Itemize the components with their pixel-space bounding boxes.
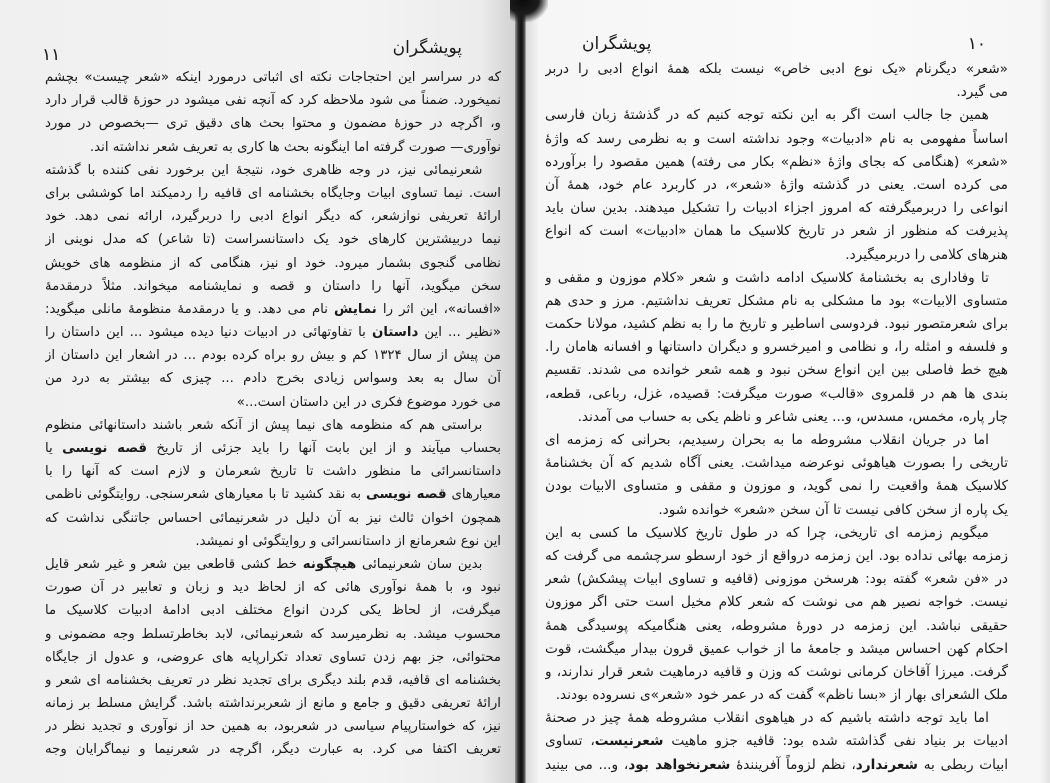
text-line — [45, 228, 501, 251]
text-line — [45, 414, 501, 437]
line-text: اساساً مفهومی به نام «ادبیات» وجود نداشته است و به نظرمی رسد که واژۀ — [545, 130, 1008, 147]
line-text: بخشنامه ای قافیه، قدم بلند دیگری برای تجدید نظر در تعریف بخشنامه ای شعر و — [45, 672, 501, 688]
line-text: حقیقی نباشد. این زمزمه در دورۀ مشروطه، یعنی هنگامیکه پوسیدگی همۀ — [545, 617, 1008, 634]
text-line — [545, 406, 1008, 429]
line-text: می گیرد. — [956, 84, 1008, 101]
text-line — [45, 738, 501, 761]
emphasized-text: شعرنیست — [594, 733, 664, 750]
line-text: نوآوری— صورت گرفته اما اینگونه بحث ها کاری به تعریف شعر نداشته اند. — [89, 139, 501, 155]
line-text: پذیرفت که منظور از شعر در تاریخ کلاسیک ما همان «ادبیات» است که انواع — [545, 223, 1008, 240]
emphasized-text: داستان — [372, 325, 419, 341]
line-text: در «فن شعر» گفته بود: هرسخن موزونی (قافیه و تساوی ابیات پیشکش) شعر — [545, 571, 1008, 588]
text-line — [545, 174, 1008, 197]
line-text: محسوب میشد. به نظرمیرسد که شعرنیمائی، لابد بخاطرتسلط وجه مضمونی و — [45, 626, 501, 642]
paragraph — [545, 267, 1008, 429]
line-text: ملک الشعرای بهار از «بسا ناظم» گفت که در عمر خود «شعر»ی نسروده بودند. — [555, 687, 1008, 704]
emphasized-text: قصه نویسی — [62, 441, 148, 456]
line-text: شعرنیمائی نیز، در وجه ظاهری خود، نتیجۀ این برخورد نفی کننده با گذشته — [45, 162, 483, 178]
line-text: هیچ خط فاصلی بین این انواع سخن نبود و همه شعر خوانده می شدند. تقسیم — [545, 362, 1008, 379]
text-line — [545, 499, 1008, 522]
text-line — [545, 429, 1008, 452]
text-line — [45, 136, 501, 159]
line-text: تاریخی را بصورت هیاهوئی نوعرضه میداشت. یعنی آگاه شدیم که آن بخشنامۀ — [545, 455, 1008, 472]
text-line — [45, 507, 501, 530]
text-line — [545, 684, 1008, 707]
text-line — [545, 452, 1008, 475]
line-text: من پیش از سال ۱۳۲۴ کم و بیش رو براه کرده بودم ... در اشعار این داستان از — [45, 348, 501, 364]
line-text — [45, 302, 501, 317]
paragraph — [545, 104, 1008, 266]
paragraph — [45, 553, 501, 762]
text-run: با تفاوتهائی در ادبیات دنیا دیده میشود ... این داستان را — [45, 325, 372, 341]
line-text: که در سراسر این احتجاجات نکته ای اثباتی درمورد اینکه «شعر چیست» بچشم — [45, 70, 501, 85]
text-line — [45, 692, 501, 715]
text-line — [45, 112, 501, 135]
emphasized-text: شعرندارد — [855, 756, 918, 773]
text-run: نام می دهد. و یا درمقدمۀ منظومۀ مانلی میگوید: — [45, 301, 335, 317]
page-number: ۱۰ — [967, 34, 986, 54]
paragraph — [545, 707, 1008, 777]
emphasized-text: قصه نویسی — [366, 487, 447, 503]
line-text — [45, 557, 482, 572]
line-text — [45, 441, 501, 456]
paragraph — [545, 522, 1008, 708]
text-line — [45, 646, 501, 669]
text-line — [545, 383, 1008, 406]
line-text: داستانسرائی ما منظور داشت تا تاریخ شعرمان و لازم است که آنها را با — [45, 464, 501, 480]
line-text: بندی ها هم در قلمروی «قالب» صورت میگرفت: قصیده، غزل، رباعی، قطعه، — [545, 385, 1008, 402]
line-text: این نوع شعرمانع از داستانسرائی و روایتگوئی او نمیشد. — [195, 533, 501, 549]
text-line — [45, 715, 501, 738]
left-page — [0, 0, 517, 783]
text-line — [545, 151, 1008, 174]
line-text: نظامی گنجوی بشمار میرود. خود او نیز، هنگامی که از منظومه های خویش — [45, 255, 501, 271]
text-run: ، تساوی — [545, 733, 595, 750]
text-run: «نظیر ... این — [418, 325, 501, 341]
text-line — [545, 244, 1008, 267]
text-line — [45, 437, 501, 460]
text-line — [545, 707, 1008, 730]
text-line — [45, 576, 501, 599]
text-line — [545, 568, 1008, 591]
line-text: «شعر» (هنگامی که بجای واژۀ «نظم» بکار می رفته) همین مقصود را برآورده — [545, 153, 1008, 170]
text-run: خط کشی قاطعی بین شعر و غیر شعر قایل — [45, 556, 303, 572]
line-text: ارائۀ تعریفی دقیق و جامع و مانع از شعربرنداشته باشد. گرایش مسلط بر زمانه — [45, 696, 501, 712]
paragraph — [45, 159, 501, 414]
line-text: برای شعرمتصور نبود. فردوسی اساطیر و تاریخ ما را به نظم کشید، مولانا حکمت — [545, 316, 1008, 333]
line-text: و، اگرچه در حوزۀ مضمون و محتوا بحث های دقیق تری —بخصوص در مورد — [45, 116, 501, 132]
spine-shadow — [510, 0, 548, 22]
text-line — [45, 669, 501, 692]
text-line — [45, 89, 501, 112]
text-run: معیارهای — [446, 487, 501, 503]
line-text — [545, 733, 1008, 749]
text-line — [45, 367, 501, 390]
text-line — [545, 730, 1008, 753]
page-body-text — [545, 58, 1008, 777]
page-number: ۱۱ — [42, 45, 61, 65]
text-line — [45, 344, 501, 367]
text-line — [45, 205, 501, 228]
line-text: گرفت. میرزا آقاخان کرمانی نوشت که وزن و قافیه درماهیت شعر قرار ندارند، و — [545, 663, 1008, 680]
text-line — [545, 128, 1008, 151]
text-line — [45, 530, 501, 553]
text-line — [545, 475, 1008, 498]
paragraph — [45, 414, 501, 553]
line-text: متساوی الابیات» بود ما مشکلی به نام مشکل تعریف نداشتیم. مرز و حدی هم — [545, 292, 1008, 309]
text-line — [45, 321, 501, 344]
text-line — [45, 252, 501, 275]
text-line — [545, 197, 1008, 220]
line-text — [45, 487, 501, 502]
line-text: کلاسیک همۀ واقعیت را نمی گوید، و موزون و مقفی و متساوی الابیات بودن — [545, 478, 1008, 495]
line-text: نمیخورد. ضمناً می شود ملاحظه کرد که آنچه نفی میشود در حوزۀ قالب قرار دارد — [45, 93, 501, 109]
text-line — [545, 58, 1008, 81]
line-text: اما باید توجه داشته باشیم که در هیاهوی انقلاب مشروطه همۀ چیز در صحنۀ — [545, 710, 989, 727]
line-text: احکام کهن احساس میشد و جامعۀ ما از خواب عمیق قرون بیدار میگشت، قوت — [545, 640, 1008, 657]
line-text: نیست. خواجه نصیر هم می نوشت که شعر کلام مخیل است حتی اگر موزون — [545, 594, 1008, 611]
book-spine — [515, 0, 526, 783]
line-text: و فلسفه و امثله را، و نظامی و امیرخسرو و دیگران داستانها و افسانه هامان را. — [545, 339, 1008, 356]
line-text: نیز، که خواستارپیام سیاسی در شعربود، به همین حد از نوآوری و تجدید نظر در — [45, 719, 501, 735]
text-line — [545, 81, 1008, 104]
line-text: هنرهای کلامی را دربرمیگیرد. — [845, 246, 1008, 263]
text-line — [45, 275, 501, 298]
line-text: محتوائی، جز بهم زدن تساوی تعداد تکرارپایه های عروضی، و عدول از جایگاه — [45, 649, 501, 665]
text-line — [545, 545, 1008, 568]
line-text — [45, 325, 501, 340]
text-run: به نقد کشید تا با معیارهای شعرسنجی. روایتگوئی ناظمی — [45, 487, 366, 503]
text-run: بدین سان شعرنیمائی — [356, 556, 483, 572]
line-text: میگرفت، از لحاظ یکی کردن انواع مختلف ادبی ادامۀ ادبیات کلاسیک ما — [45, 603, 501, 619]
text-line — [45, 66, 501, 89]
text-line — [545, 313, 1008, 336]
page-body-text — [45, 66, 501, 762]
text-run: بحساب میآیند و از این بابت آنها را باید جزئی از تاریخ — [147, 441, 501, 456]
running-head: پویشگران — [582, 34, 652, 54]
line-text: میگویم زمزمه ای تاریخی، چرا که در طول تاریخ کلاسیک ما کسی به این — [545, 524, 989, 541]
text-line — [45, 298, 501, 321]
emphasized-text: هیچگونه — [302, 556, 357, 572]
text-line — [45, 483, 501, 506]
line-text — [545, 757, 1008, 773]
text-line — [545, 220, 1008, 243]
line-text: اما در جریان انقلاب مشروطه ما به بحران رسیدیم، بحرانی که زمزمه ای — [545, 432, 989, 448]
text-run: ادبیات بر بنیاد نفی گذاشته شده بود: قافیه جزو ماهیت — [663, 733, 1008, 750]
right-page — [524, 0, 1050, 783]
text-run: ، و... می بینید — [545, 756, 629, 773]
text-line — [545, 522, 1008, 545]
text-line — [45, 159, 501, 182]
text-run: ابیات ربطی به — [917, 756, 1008, 773]
line-text: نبود و، با همۀ نوآوری هائی که از لحاظ دید و زبان و تعابیر در آن صورت — [45, 580, 501, 596]
text-line — [545, 754, 1008, 777]
line-text: براستی هم که منظومه های نیما پیش از آنکه شعر باشند داستانهائی منظوم — [45, 417, 483, 433]
line-text: ارائۀ تعریفی نوازشعر، که دیگر انواع ادبی را دربرگیرد، ارائه نمی دهد. خود — [45, 209, 501, 225]
text-line — [45, 460, 501, 483]
line-text: همچون اخوان ثالث نیز به آن دلیل در شعرنیمائی احساس جاتنگی نداشت که — [45, 510, 501, 526]
text-line — [545, 267, 1008, 290]
line-text: زمزمه بهائی نداده بود. این زمزمه درواقع از خود ارسطو سرچشمه می گرفت که — [545, 547, 1008, 564]
text-line — [545, 661, 1008, 684]
text-line — [45, 182, 501, 205]
text-line — [545, 104, 1008, 127]
text-line — [45, 599, 501, 622]
text-run: ، نظم لزوماً آفرینندۀ — [730, 756, 856, 773]
line-text: چار پاره، مخمس، مسدس، و... یعنی شاعر و ناظم یکی به حساب می آمدند. — [577, 408, 1008, 425]
running-head: پویشگران — [392, 38, 462, 58]
line-text: تعریف اکتفا می کرد. به عبارت دیگر، اگرچه در شعرنیما و نیماگرایان وجه — [45, 742, 501, 758]
line-text: «شعر» دیگرنام «یک نوع ادبی خاص» نیست بلکه همۀ انواع ادبی را دربر — [545, 61, 1008, 77]
text-line — [545, 615, 1008, 638]
text-line — [45, 391, 501, 414]
emphasized-text: نمایش — [334, 301, 377, 317]
text-run: «افسانه»، این اثر را — [376, 301, 501, 317]
line-text: تا وفاداری به بخشنامۀ کلاسیک ادامه داشت و شعر «کلام موزون و مقفی و — [545, 269, 989, 286]
line-text: سخن میگوید، آنها را داستان و قصه و نمایشنامه میخواند. مثلاً درمقدمۀ — [45, 278, 501, 294]
line-text: آن سال به بعد وسواس زیادی بخرج دادم ... چیزی که بیشتر به درد من — [45, 371, 501, 387]
text-line — [545, 336, 1008, 359]
text-line — [545, 638, 1008, 661]
emphasized-text: شعرنخواهد بود — [628, 756, 731, 773]
text-line — [545, 359, 1008, 382]
text-run: یا — [45, 441, 63, 456]
line-text: انواعی را دربرمیگرفته که امروز اجزاء ادبیات را تشکیل میدهند. بدین سان باید — [545, 200, 1008, 217]
text-line — [545, 290, 1008, 313]
paragraph — [545, 429, 1008, 522]
paragraph — [45, 66, 501, 159]
text-line — [545, 591, 1008, 614]
line-text: می کرده است. یعنی در گذشته واژۀ «شعر»، در کاربرد عام خود، همۀ آن — [545, 176, 1008, 193]
paragraph — [545, 58, 1008, 104]
line-text: است. نیما تساوی ابیات وجایگاه بخشنامه ای قافیه را ردمیکند اما کوششی برای — [45, 185, 501, 201]
line-text: همین جا جالب است اگر به این نکته توجه کنیم که در گذشتۀ زبان فارسی — [545, 107, 989, 124]
text-line — [45, 553, 501, 576]
line-text: می خورد موضوع فکری در این داستان است...» — [236, 394, 501, 410]
line-text: نیما دربیشترین کارهای خود یک داستانسراست (تا شاعر) که مدل نوینی از — [45, 232, 501, 248]
text-line — [45, 623, 501, 646]
line-text: یک پاره از سخن کافی نیست تا آن سخن «شعر» خوانده شود. — [658, 501, 1008, 518]
